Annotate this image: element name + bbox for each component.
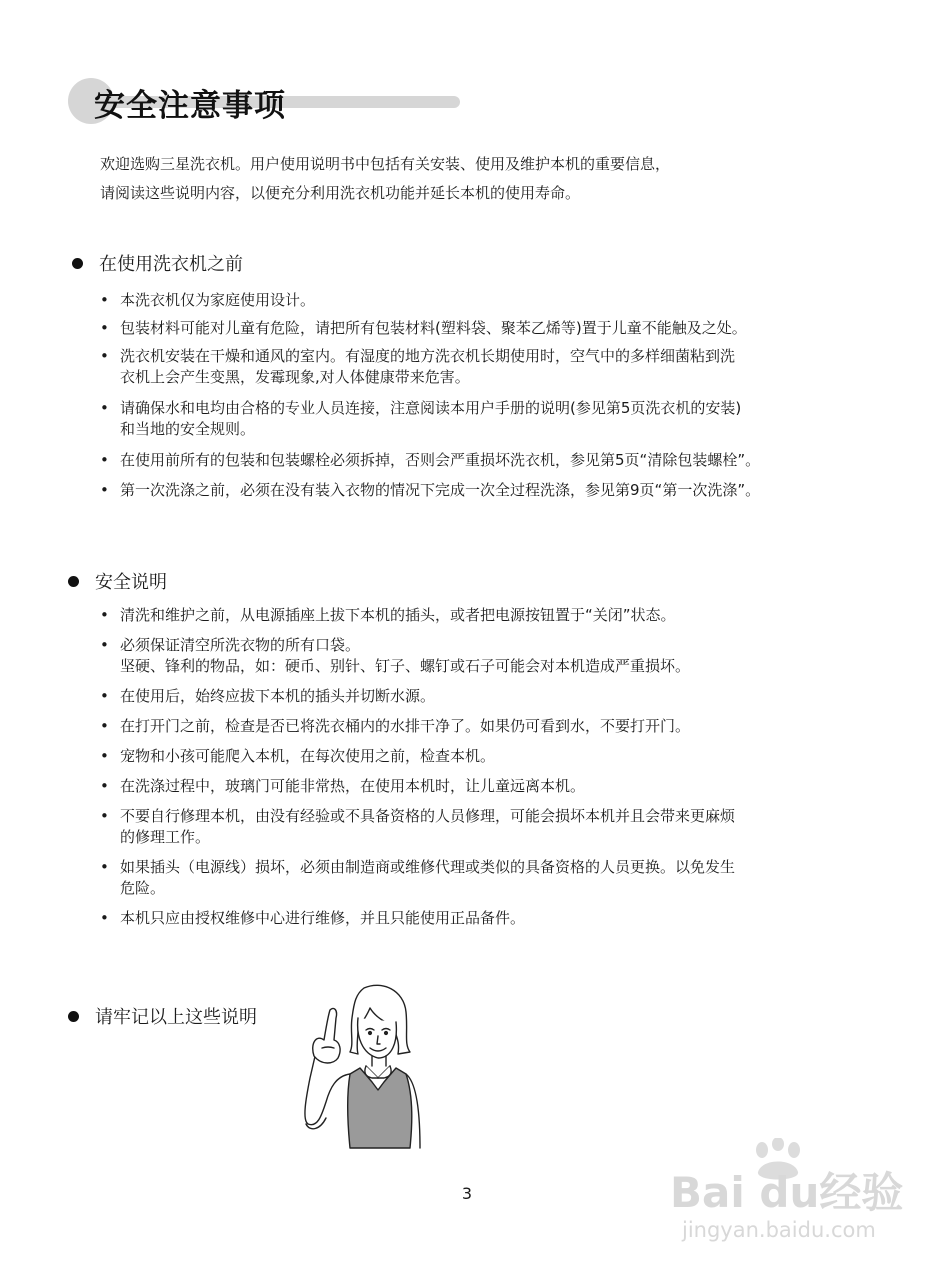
reminder-text: 请牢记以上这些说明 bbox=[95, 1007, 257, 1028]
intro-paragraph bbox=[100, 150, 670, 208]
before-use-list bbox=[100, 290, 890, 501]
list-item: • 在洗涤过程中，玻璃门可能非常热，在使用本机时，让儿童远离本机。 bbox=[100, 777, 586, 795]
bullet: • bbox=[100, 858, 109, 876]
safety-list bbox=[100, 605, 890, 929]
bullet: • bbox=[100, 606, 109, 624]
bullet-dot-icon bbox=[68, 576, 79, 587]
woman-illustration-icon bbox=[300, 978, 422, 1150]
bullet: • bbox=[100, 347, 109, 365]
bullet: • bbox=[100, 481, 109, 499]
bullet: • bbox=[100, 687, 109, 705]
bullet: • bbox=[100, 399, 109, 417]
bullet: • bbox=[100, 636, 109, 654]
list-item: • 如果插头（电源线）损坏，必须由制造商或维修代理或类似的具备资格的人员更换。以免发生 危险。 bbox=[100, 858, 736, 897]
list-item: • 包装材料可能对儿童有危险，请把所有包装材料(塑料袋、聚苯乙烯等)置于儿童不能触及之处。 bbox=[100, 319, 747, 337]
list-item: • 本洗衣机仅为家庭使用设计。 bbox=[100, 291, 316, 309]
reminder-heading bbox=[68, 1003, 257, 1029]
list-item: • 宠物和小孩可能爬入本机，在每次使用之前，检查本机。 bbox=[100, 747, 496, 765]
list-item: • 第一次洗涤之前，必须在没有装入衣物的情况下完成一次全过程洗涤，参见第9页“第一次洗涤”。 bbox=[100, 481, 761, 499]
section-heading-safety bbox=[68, 568, 167, 594]
bullet: • bbox=[100, 777, 109, 795]
intro-line: 欢迎选购三星洗衣机。用户使用说明书中包括有关安装、使用及维护本机的重要信息， bbox=[100, 155, 671, 173]
bullet: • bbox=[100, 717, 109, 735]
watermark-logo: Bai du经验 bbox=[670, 1168, 904, 1217]
watermark-url: jingyan.baidu.com bbox=[682, 1218, 876, 1242]
section-heading-text: 在使用洗衣机之前 bbox=[99, 254, 243, 275]
page-number: 3 bbox=[461, 1184, 473, 1203]
title-banner bbox=[68, 76, 460, 128]
list-item: • 本机只应由授权维修中心进行维修，并且只能使用正品备件。 bbox=[100, 909, 526, 927]
bullet-dot-icon bbox=[72, 258, 83, 269]
bullet-dot-icon bbox=[68, 1011, 79, 1022]
section-heading-text: 安全说明 bbox=[95, 572, 167, 593]
bullet: • bbox=[100, 319, 109, 337]
list-item: • 不要自行修理本机，由没有经验或不具备资格的人员修理，可能会损坏本机并且会带来更麻烦 的修理工作。 bbox=[100, 807, 736, 846]
bullet: • bbox=[100, 747, 109, 765]
list-item: • 在使用前所有的包装和包装螺栓必须拆掉，否则会严重损坏洗衣机，参见第5页“清除包装螺栓”。 bbox=[100, 451, 761, 469]
bullet: • bbox=[100, 909, 109, 927]
intro-line: 请阅读这些说明内容，以便充分利用洗衣机功能并延长本机的使用寿命。 bbox=[100, 184, 581, 202]
list-item: • 在打开门之前，检查是否已将洗衣桶内的水排干净了。如果仍可看到水，不要打开门。 bbox=[100, 717, 691, 735]
list-item: • 必须保证清空所洗衣物的所有口袋。 坚硬、锋利的物品，如：硬币、别针、钉子、螺钉或石子可能会对本机造成严重损坏。 bbox=[100, 636, 691, 675]
list-item: • 清洗和维护之前，从电源插座上拔下本机的插头，或者把电源按钮置于“关闭”状态。 bbox=[100, 606, 676, 624]
list-item: • 在使用后，始终应拔下本机的插头并切断水源。 bbox=[100, 687, 436, 705]
page-title: 安全注意事项 bbox=[94, 88, 286, 124]
bullet: • bbox=[100, 451, 109, 469]
section-heading-before-use bbox=[72, 250, 243, 276]
list-item: • 洗衣机安装在干燥和通风的室内。有湿度的地方洗衣机长期使用时，空气中的多样细菌粘到洗 衣机上会产生变黑，发霉现象,对人体健康带来危害。 bbox=[100, 347, 736, 386]
list-item: • 请确保水和电均由合格的专业人员连接，注意阅读本用户手册的说明(参见第5页洗衣机的安装) 和当地的安全规则。 bbox=[100, 399, 742, 438]
bullet: • bbox=[100, 291, 109, 309]
bullet: • bbox=[100, 807, 109, 825]
watermark bbox=[670, 1138, 910, 1268]
